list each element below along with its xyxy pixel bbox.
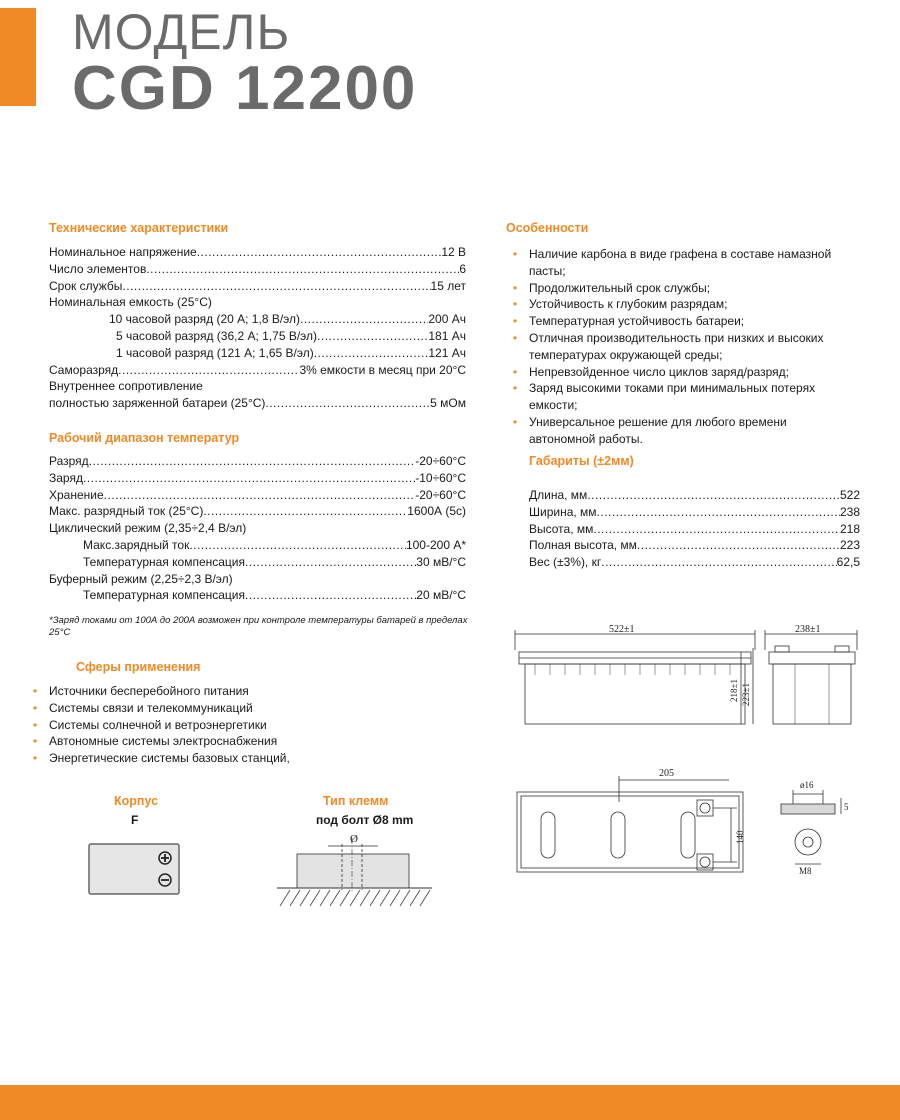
dim-row: Высота, мм ..... 218 xyxy=(529,521,860,538)
spec-row: Число элементов ..... 6 xyxy=(49,261,466,278)
resistance-title: Внутреннее сопротивление xyxy=(49,379,203,394)
charge-note: *Заряд токами от 100А до 200А возможен при контроле температуры батарей в пределах 25°С xyxy=(49,615,468,638)
length-dim: 522±1 xyxy=(609,624,635,635)
thread-dim: M8 xyxy=(799,866,812,876)
model-name: CGD 12200 xyxy=(72,54,418,123)
spec-row: Хранение ..... -20÷60°С xyxy=(49,487,466,504)
diameter-symbol: Ø xyxy=(350,833,358,845)
terminal-body xyxy=(297,854,409,888)
capacity-title: Номинальная емкость (25°C) xyxy=(49,295,212,310)
height-dim: 218±1 xyxy=(729,679,739,702)
list-item: • Устойчивость к глубоким разрядам; xyxy=(509,296,854,313)
spec-row: 5 часовой разряд (36,2 А; 1,75 В/эл) ..... 181 Ач xyxy=(49,328,466,345)
dims-title: Габариты (±2мм) xyxy=(529,454,634,468)
tech-title: Технические характеристики xyxy=(49,221,229,235)
spec-row: Срок службы ..... 15 лет xyxy=(49,278,466,295)
spec-row: 1 часовой разряд (121 А; 1,65 В/эл) ..... 121 Ач xyxy=(49,345,466,362)
top-view xyxy=(517,776,743,872)
case-drawing xyxy=(85,838,185,900)
buffer-title: Буферный режим (2,25÷2,3 В/эл) xyxy=(49,571,233,586)
dim-row: Длина, мм ..... 522 xyxy=(529,487,860,504)
spec-row: Температурная компенсация ..... 30 мВ/°С xyxy=(49,554,466,571)
list-item: • Энергетические системы базовых станций, xyxy=(29,750,449,767)
spec-row: Макс.зарядный ток ..... 100-200 А* xyxy=(49,537,466,554)
list-item: • Источники бесперебойного питания xyxy=(29,683,449,700)
model-label: МОДЕЛЬ xyxy=(72,4,291,60)
spec-row: полностью заряженной батареи (25°С) ..... 5 мОм xyxy=(49,395,466,412)
temp-specs xyxy=(49,453,466,604)
list-item: • Заряд высокими токами при минимальных потерях емкости; xyxy=(509,380,854,414)
list-item: • Системы связи и телекоммуникаций xyxy=(29,700,449,717)
terminal-value: под болт Ø8 mm xyxy=(316,813,414,827)
distance-dim: 205 xyxy=(659,768,674,779)
dims-specs xyxy=(529,487,860,571)
case-value: F xyxy=(131,813,139,827)
list-item: • Наличие карбона в виде графена в составе намазной пасты; xyxy=(509,246,854,280)
dim-row: Вес (±3%), кг ..... 62,5 xyxy=(529,554,860,571)
terminal-title: Тип клемм xyxy=(323,794,389,808)
terminal-detail xyxy=(781,790,841,864)
pitch-dim: 140 xyxy=(735,830,745,844)
dim-row: Ширина, мм ..... 238 xyxy=(529,504,860,521)
tech-specs xyxy=(49,244,466,412)
list-item: • Автономные системы электроснабжения xyxy=(29,733,449,750)
spec-row: Макс. разрядный ток (25°С) ..... 1600А (5с) xyxy=(49,503,466,520)
features-list xyxy=(509,246,854,448)
features-title: Особенности xyxy=(506,221,589,235)
side-view xyxy=(765,630,857,724)
footer-bar xyxy=(0,1085,900,1120)
spec-row: 10 часовой разряд (20 А; 1,8 В/эл) ..... 200 Ач xyxy=(49,311,466,328)
list-item: • Непревзойденное число циклов заряд/разряд; xyxy=(509,364,854,381)
case-title: Корпус xyxy=(114,794,159,808)
ground-hatch xyxy=(280,890,430,906)
spec-row: Номинальное напряжение ..... 12 В xyxy=(49,244,466,261)
bolt-dia-dim: ø16 xyxy=(800,780,814,790)
list-item: • Продолжительный срок службы; xyxy=(509,280,854,297)
battery-drawing xyxy=(505,620,885,890)
spec-row: Разряд ..... -20÷60°С xyxy=(49,453,466,470)
spec-row: Заряд ..... -10÷60°С xyxy=(49,470,466,487)
spec-row: Температурная компенсация ..... 20 мВ/°С xyxy=(49,587,466,604)
full-height-dim: 223±1 xyxy=(741,683,751,706)
temp-title: Рабочий диапазон температур xyxy=(49,431,240,445)
list-item: • Универсальное решение для любого времени автономной работы. xyxy=(509,414,854,448)
list-item: • Отличная производительность при низких и высоких температурах окружающей среды; xyxy=(509,330,854,364)
list-item: • Температурная устойчивость батареи; xyxy=(509,313,854,330)
width-dim: 238±1 xyxy=(795,624,821,635)
list-item: • Системы солнечной и ветроэнергетики xyxy=(29,717,449,734)
terminal-drawing xyxy=(272,828,437,910)
dim-row: Полная высота, мм ..... 223 xyxy=(529,537,860,554)
thread-depth-dim: 5 xyxy=(844,802,849,812)
cyclic-title: Циклический режим (2,35÷2,4 В/эл) xyxy=(49,521,247,536)
apps-title: Сферы применения xyxy=(76,660,201,674)
spec-row: Саморазряд ..... 3% емкости в месяц при 20°С xyxy=(49,362,466,379)
accent-bar xyxy=(0,8,36,106)
front-view xyxy=(515,630,755,724)
apps-list xyxy=(29,683,449,767)
